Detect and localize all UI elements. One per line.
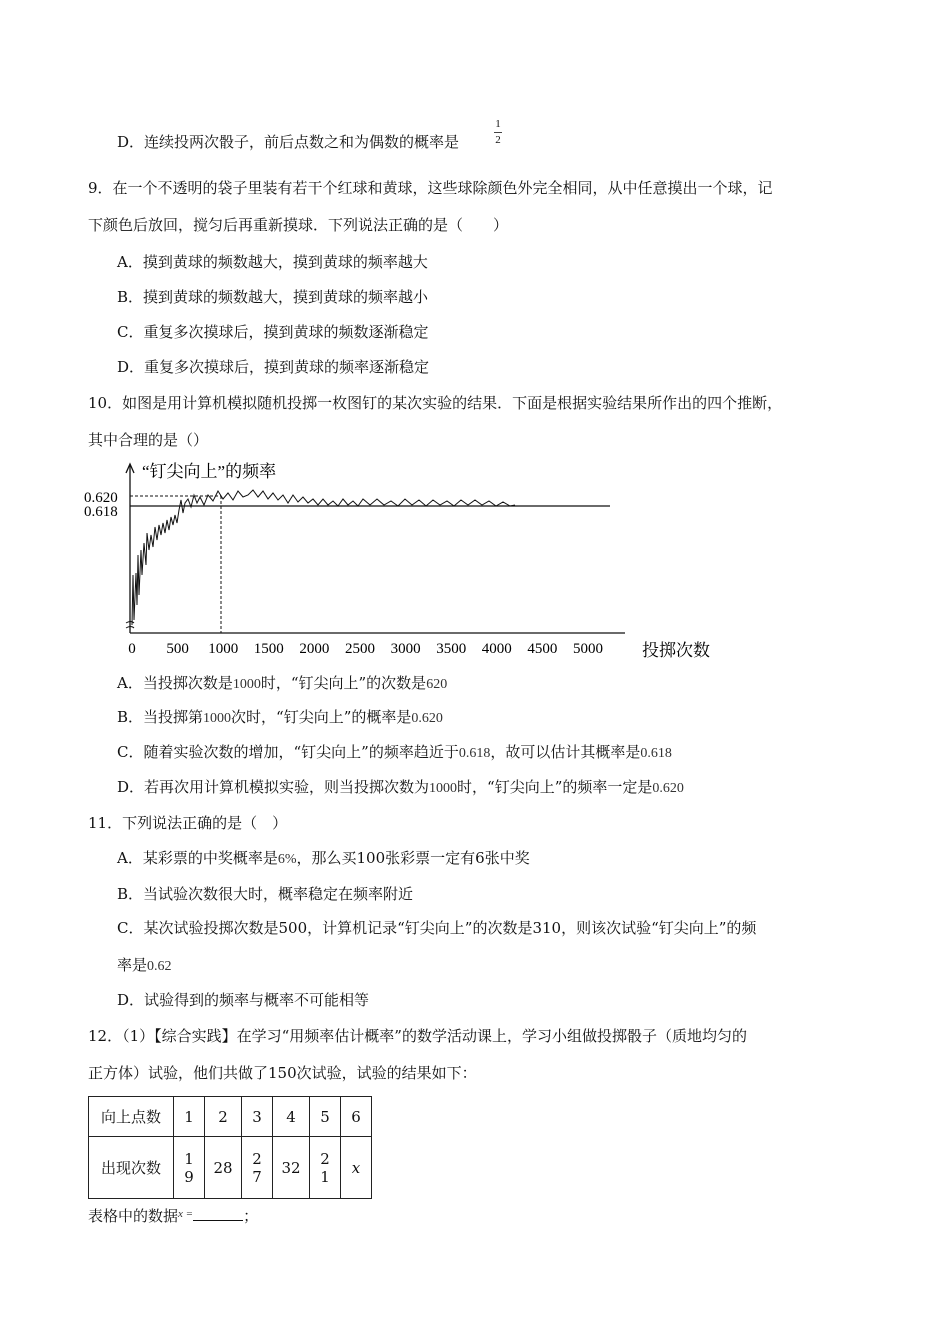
q9-stem-line1: 9．在一个不透明的袋子里装有若干个红球和黄球，这些球除颜色外完全相同，从中任意摸出一个球，记 — [88, 179, 773, 197]
table-header-cell: 向上点数 — [89, 1097, 174, 1137]
frequency-chart — [80, 455, 740, 665]
x-axis-label: 投掷次数 — [642, 641, 710, 660]
table-cell: 32 — [273, 1137, 310, 1199]
q12-stem-line1: 12．（1）【综合实践】在学习“用频率估计概率”的数学活动课上，学习小组做投掷骰子（质地均匀的 — [88, 1027, 747, 1045]
chart-title: “钉尖向上”的频率 — [142, 462, 277, 481]
q11-option-b: B．当试验次数很大时，概率稳定在频率附近 — [117, 885, 414, 903]
q10-option-d: D．若再次用计算机模拟实验，则当投掷次数为1000时，“钉尖向上”的频率一定是0.620 — [117, 778, 684, 796]
table-cell: 3 — [242, 1097, 273, 1137]
dice-results-table — [88, 1096, 372, 1199]
x-tick-label: 3500 — [436, 641, 467, 657]
table-cell: 27 — [242, 1137, 273, 1199]
table-cell: 5 — [310, 1097, 341, 1137]
q8-option-d: D．连续投两次骰子，前后点数之和为偶数的概率是 — [117, 133, 460, 151]
q9-stem-line2: 下颜色后放回，搅匀后再重新摸球．下列说法正确的是（ ） — [88, 216, 509, 234]
y-tick-label-0618: 0.618 — [84, 504, 118, 520]
q10-option-b: B．当投掷第1000次时，“钉尖向上”的概率是0.620 — [117, 708, 443, 726]
x-tick-label: 2000 — [299, 641, 330, 657]
fraction-numerator: 1 — [495, 118, 501, 130]
table-cell: 2 — [205, 1097, 242, 1137]
answer-blank[interactable] — [193, 1206, 243, 1221]
table-cell: 21 — [310, 1137, 341, 1199]
y-tick-label-0620: 0.620 — [84, 490, 118, 506]
table-cell: 1 — [174, 1097, 205, 1137]
fraction-bar — [494, 132, 502, 133]
q9-option-b: B．摸到黄球的频数越大，摸到黄球的频率越小 — [117, 288, 429, 306]
q11-option-c-line1: C．某次试验投掷次数是500，计算机记录“钉尖向上”的次数是310，则该次试验“钉尖向上”的频 — [117, 919, 757, 937]
q9-option-d: D．重复多次摸球后，摸到黄球的频率逐渐稳定 — [117, 358, 430, 376]
q12-stem-line2: 正方体）试验，他们共做了150次试验，试验的结果如下： — [88, 1064, 477, 1082]
q12-question: 表格中的数据$^{x =}$ ； — [88, 1207, 259, 1225]
table-header-cell: 出现次数 — [89, 1137, 174, 1199]
x-tick-label: 1500 — [253, 641, 284, 657]
q10-option-c: C．随着实验次数的增加，“钉尖向上”的频率趋近于0.618，故可以估计其概率是0.618 — [117, 743, 672, 761]
x-tick-label: 4000 — [481, 641, 512, 657]
table-row — [89, 1097, 372, 1137]
q11-option-d: D．试验得到的频率与概率不可能相等 — [117, 991, 370, 1009]
x-tick-label: 0 — [128, 641, 136, 657]
x-tick-label: 500 — [166, 641, 189, 657]
q10-stem-line2: 其中合理的是（） — [88, 431, 209, 449]
table-row — [89, 1137, 372, 1199]
q9-option-a: A．摸到黄球的频数越大，摸到黄球的频率越大 — [117, 253, 428, 271]
q11-stem: 11．下列说法正确的是（ ） — [88, 814, 288, 832]
fraction-denominator: 2 — [495, 134, 501, 146]
q10-option-a: A．当投掷次数是1000时，“钉尖向上”的次数是620 — [117, 674, 448, 692]
x-tick-label: 5000 — [573, 641, 603, 657]
x-tick-label: 1000 — [208, 641, 239, 657]
table-cell: 19 — [174, 1137, 205, 1199]
q10-stem-line1: 10．如图是用计算机模拟随机投掷一枚图钉的某次实验的结果．下面是根据实验结果所作出的四个推断， — [88, 394, 783, 412]
table-cell: 4 — [273, 1097, 310, 1137]
x-tick-label: 3000 — [390, 641, 421, 657]
q11-option-a: A．某彩票的中奖概率是6%，那么买100张彩票一定有6张中奖 — [117, 849, 530, 867]
table-cell: 6 — [341, 1097, 372, 1137]
x-tick-label: 4500 — [527, 641, 558, 657]
table-cell: x — [341, 1137, 372, 1199]
q11-option-c-line2: 率是0.62 — [117, 956, 172, 974]
q9-option-c: C．重复多次摸球后，摸到黄球的频数逐渐稳定 — [117, 323, 429, 341]
frequency-curve — [132, 490, 515, 625]
table-cell: 28 — [205, 1137, 242, 1199]
x-tick-label: 2500 — [345, 641, 375, 657]
